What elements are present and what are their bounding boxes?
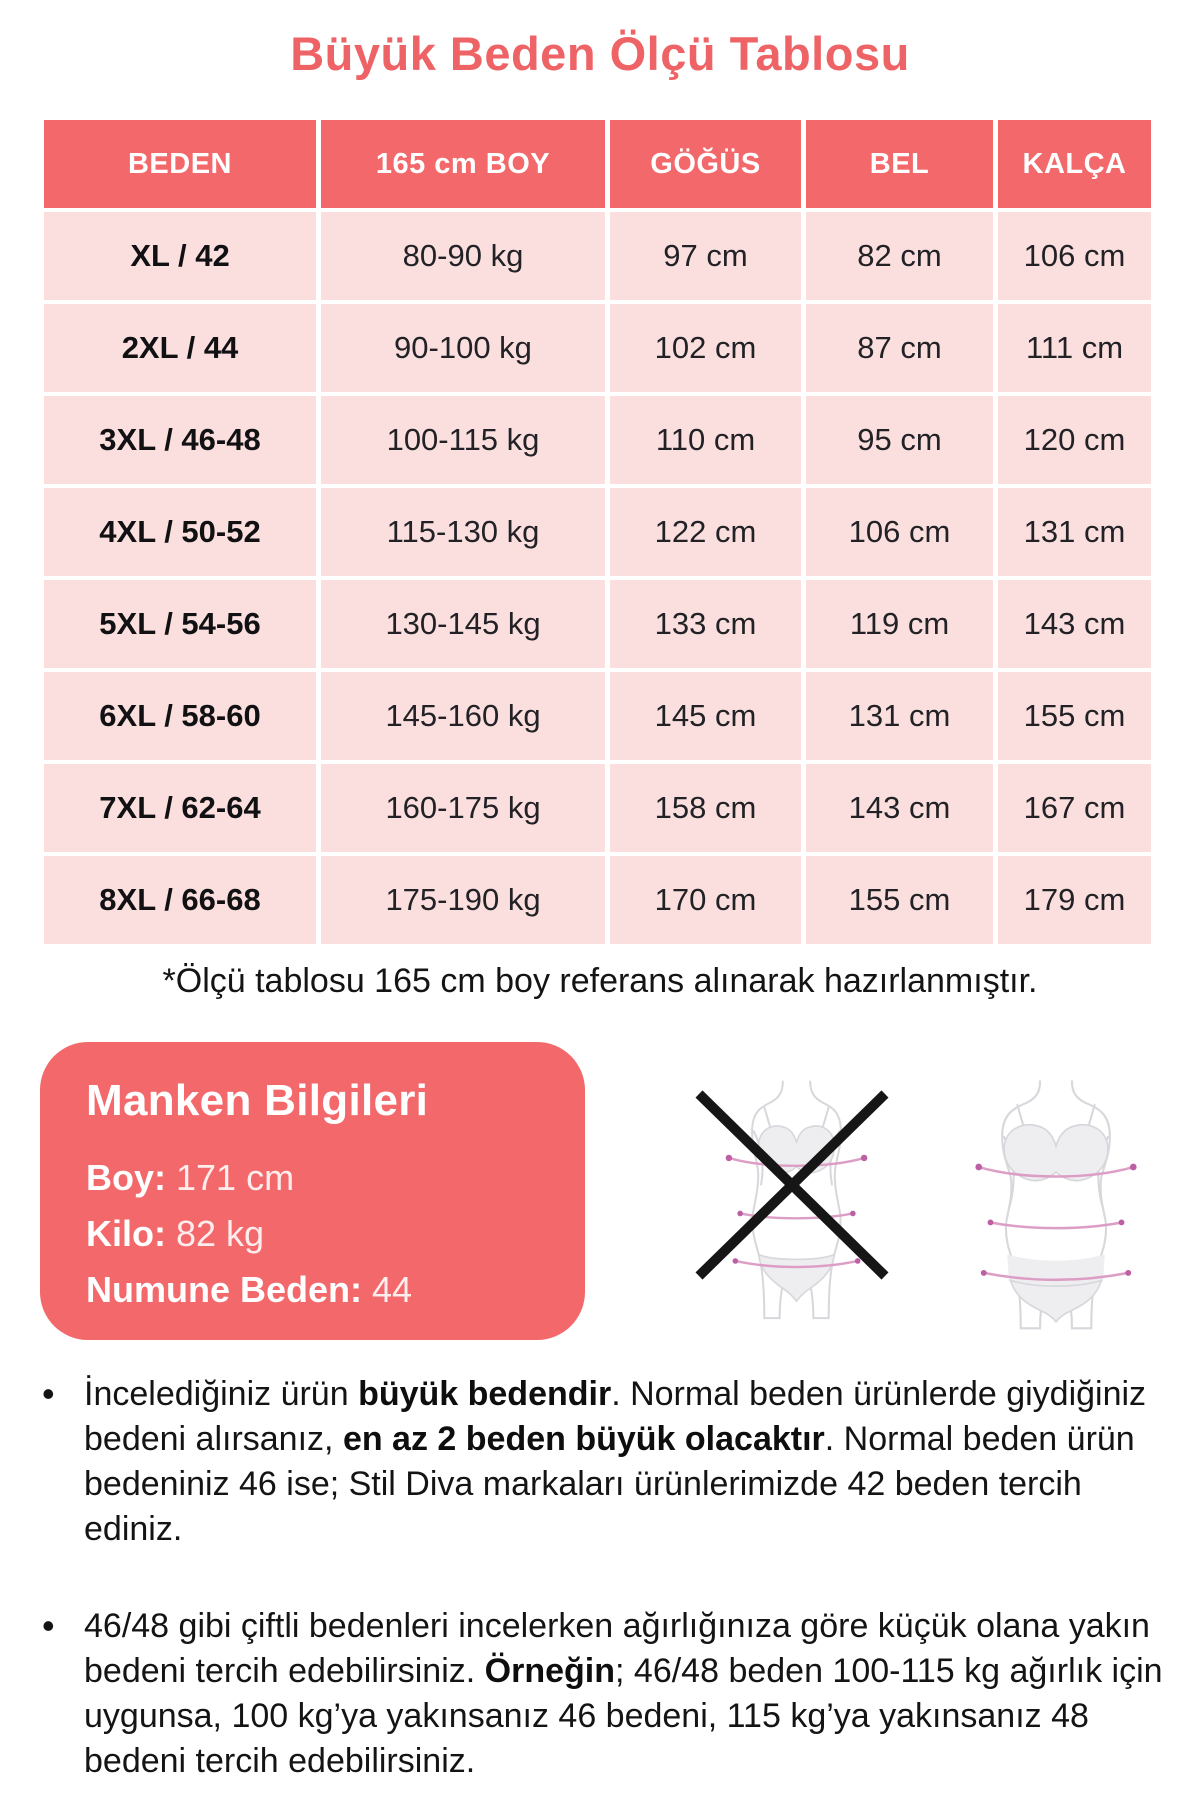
measure-cell: 155 cm	[806, 856, 993, 944]
table-footnote: *Ölçü tablosu 165 cm boy referans alınarak hazırlanmıştır.	[162, 962, 1038, 1000]
note-text: ; 46/48 beden 100-115 kg ağırlık için uygunsa, 100 kg’ya yakınsanız 46 bedeni, 115 kg’ya yakınsanız 48 bedeni tercih edebilirsiniz.	[84, 1652, 1163, 1780]
measure-cell: 122 cm	[610, 488, 801, 576]
measure-cell: 111 cm	[998, 304, 1151, 392]
measure-cell: 100-115 kg	[321, 396, 605, 484]
measure-cell: 158 cm	[610, 764, 801, 852]
note-item	[38, 1372, 1180, 1552]
field-label: Boy:	[86, 1157, 176, 1198]
size-cell: 6XL / 58-60	[44, 672, 316, 760]
size-cell: 3XL / 46-48	[44, 396, 316, 484]
size-cell: 8XL / 66-68	[44, 856, 316, 944]
note-text: 46/48 gibi çiftli bedenleri incelerken ağırlığınıza göre küçük olana yakın bedeni tercih edebilirsiniz.	[84, 1607, 1150, 1690]
column-header: GÖĞÜS	[610, 120, 801, 208]
notes-list	[38, 1372, 1180, 1800]
column-header: KALÇA	[998, 120, 1151, 208]
model-info-field	[86, 1150, 539, 1206]
note-item	[38, 1604, 1180, 1784]
measure-cell: 131 cm	[806, 672, 993, 760]
page-title: Büyük Beden Ölçü Tablosu	[290, 27, 910, 80]
column-header: 165 cm BOY	[321, 120, 605, 208]
measure-cell: 145-160 kg	[321, 672, 605, 760]
size-cell: 5XL / 54-56	[44, 580, 316, 668]
field-label: Kilo:	[86, 1213, 176, 1254]
measure-cell: 80-90 kg	[321, 212, 605, 300]
measure-cell: 133 cm	[610, 580, 801, 668]
cross-x-icon	[692, 1086, 892, 1284]
measure-cell: 90-100 kg	[321, 304, 605, 392]
size-cell: 4XL / 50-52	[44, 488, 316, 576]
measure-cell: 130-145 kg	[321, 580, 605, 668]
field-value: 44	[372, 1269, 413, 1310]
size-cell: 7XL / 62-64	[44, 764, 316, 852]
measure-cell: 95 cm	[806, 396, 993, 484]
field-value: 82 kg	[175, 1213, 265, 1254]
column-header: BEL	[806, 120, 993, 208]
measure-cell: 110 cm	[610, 396, 801, 484]
measure-cell: 87 cm	[806, 304, 993, 392]
measure-cell: 167 cm	[998, 764, 1151, 852]
note-bold-text: Örneğin	[484, 1652, 616, 1690]
model-info-field	[86, 1206, 539, 1262]
size-cell: XL / 42	[44, 212, 316, 300]
note-bold-text: en az 2 beden büyük olacaktır	[342, 1420, 825, 1458]
field-value: 171 cm	[176, 1157, 295, 1198]
measure-cell: 106 cm	[806, 488, 993, 576]
measure-cell: 143 cm	[998, 580, 1151, 668]
note-bold-text: büyük bedendir	[358, 1375, 612, 1413]
measure-cell: 179 cm	[998, 856, 1151, 944]
measure-cell: 131 cm	[998, 488, 1151, 576]
measure-cell: 102 cm	[610, 304, 801, 392]
measure-cell: 170 cm	[610, 856, 801, 944]
model-info-fields	[86, 1150, 539, 1318]
measure-cell: 82 cm	[806, 212, 993, 300]
size-cell: 2XL / 44	[44, 304, 316, 392]
measure-cell: 97 cm	[610, 212, 801, 300]
model-info-card	[40, 1042, 585, 1340]
measure-cell: 155 cm	[998, 672, 1151, 760]
plus-size-body-figure-icon	[972, 1078, 1140, 1330]
measure-cell: 106 cm	[998, 212, 1151, 300]
field-label: Numune Beden:	[86, 1269, 373, 1310]
note-text: . Normal beden ürünlerde giydiğiniz bedeni alırsanız,	[84, 1375, 1147, 1458]
note-text: . Normal beden ürün bedeniniz 46 ise; Stil Diva markaları ürünlerimizde 42 beden tercih ediniz.	[84, 1420, 1135, 1548]
measure-cell: 120 cm	[998, 396, 1151, 484]
column-header: BEDEN	[44, 120, 316, 208]
size-table	[44, 120, 1151, 944]
model-info-title: Manken Bilgileri	[86, 1076, 429, 1125]
note-text: İncelediğiniz ürün	[84, 1375, 359, 1413]
measure-cell: 160-175 kg	[321, 764, 605, 852]
measure-cell: 115-130 kg	[321, 488, 605, 576]
measure-cell: 143 cm	[806, 764, 993, 852]
model-info-field	[86, 1262, 539, 1318]
measure-cell: 119 cm	[806, 580, 993, 668]
measure-cell: 145 cm	[610, 672, 801, 760]
measure-cell: 175-190 kg	[321, 856, 605, 944]
